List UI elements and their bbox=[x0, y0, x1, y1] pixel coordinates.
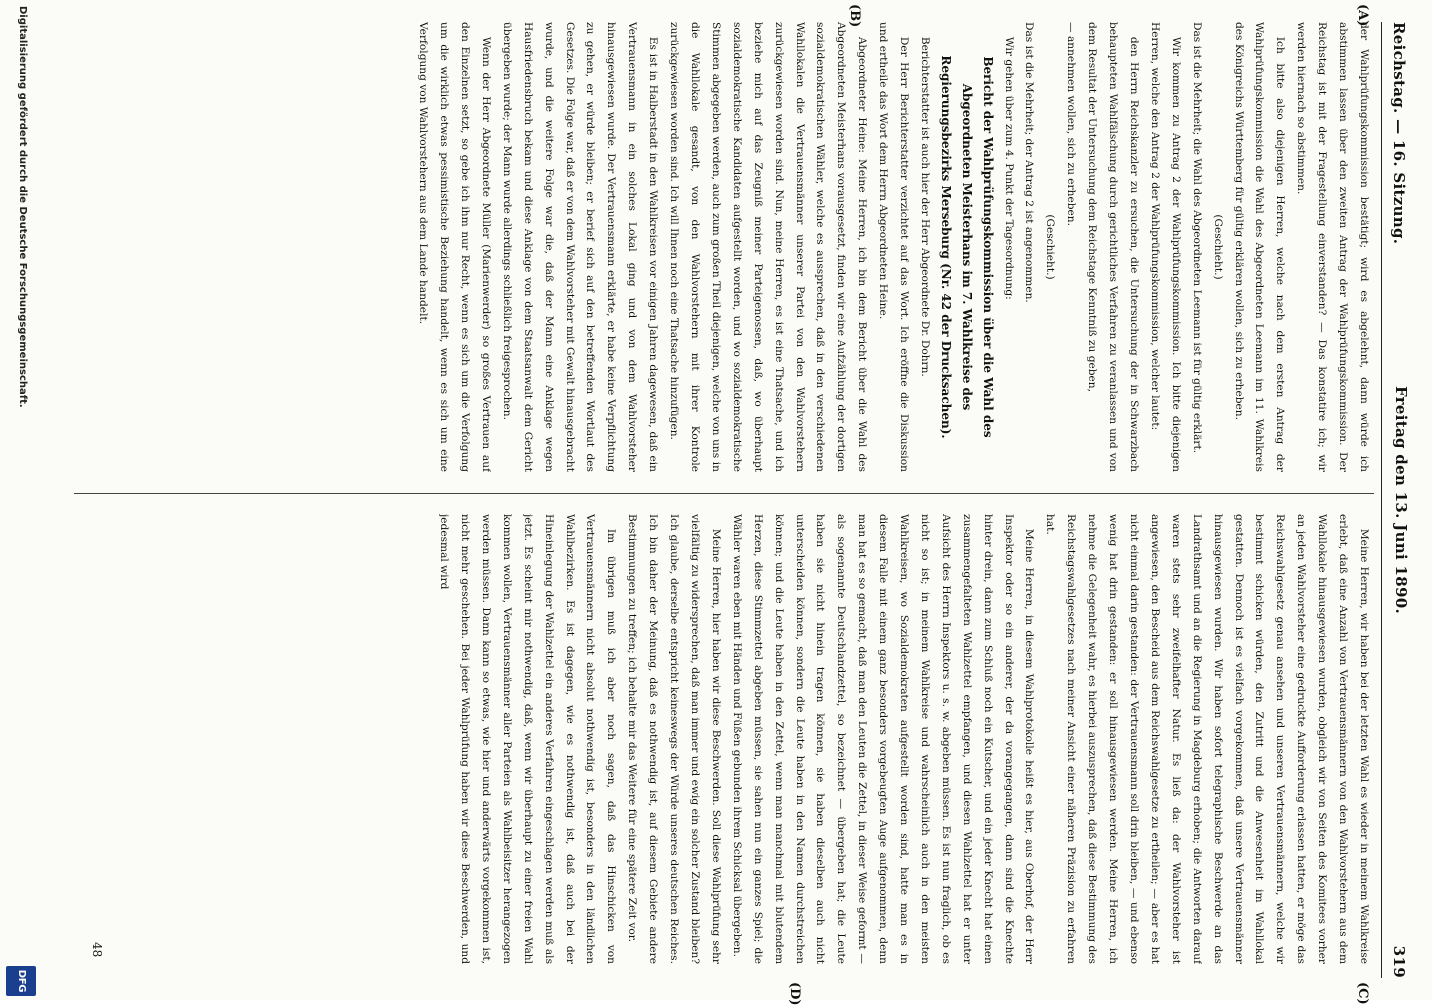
paragraph: Das ist die Mehrheit; der Antrag 2 ist angenommen. bbox=[1023, 22, 1036, 303]
header-title: Reichstag. — 16. Sitzung. bbox=[1390, 22, 1408, 245]
paragraph: Wir kommen zu Antrag 2 der Wahlprüfungskommission. Ich bitte diejenigen Herren, welche den Antrag 2 der Wahlprüfungskommission, welcher lautet: bbox=[1148, 22, 1182, 472]
column-divider bbox=[74, 493, 1374, 494]
section-heading: Bericht der Wahlprüfungskommission über die Wahl des Abgeordneten Meisterhans im 7. Wahlkreise des Regierungsbezirks Merseburg (Nr. 42 der Drucksachen). bbox=[938, 55, 995, 439]
paragraph: den Herrn Reichskanzler zu ersuchen, die Untersuchung der in Schwarzbach behaupteten Wahlfälschung durch gerichtliches Verfahren zu veranlassen und von dem Resultat der Untersuchung dem Reichstage Kenntniß zu geben, bbox=[1086, 22, 1141, 472]
paragraph: Ich bitte also diejenigen Herren, welche nach dem ersten Antrag der Wahlprüfungskommission die Wahl des Abgeordneten Leemann im 11. Wahlkreis des Königreichs Württemberg für gültig erklären wollen, sich zu erheben. bbox=[1232, 22, 1287, 472]
dfg-logo-text: DFG bbox=[16, 969, 27, 993]
sheet-number: 48 bbox=[90, 942, 104, 958]
paragraph: Berichterstatter ist auch hier der Herr Abgeordnete Dr. Dohrn. bbox=[918, 36, 931, 377]
paragraph: Der Herr Berichterstatter verzichtet auf das Wort. Ich eröffne die Diskussion und ertheile das Wort dem Herrn Abgeordneten Heine. bbox=[877, 22, 911, 472]
header-date: Freitag den 13. Juni 1890. bbox=[1392, 386, 1410, 614]
margin-marker-c: (C) bbox=[1355, 982, 1370, 1005]
paragraph: der Wahlprüfungskommission bestätigt; wird es abgelehnt, dann würde ich abstimmen lassen über den zweiten Antrag der Wahlprüfungskommission. Der Reichstag ist mit der Fragestellung einverstanden? — Das konstatire ich; wir werden hiernach so abstimmen. bbox=[1295, 22, 1370, 472]
dfg-logo bbox=[6, 966, 36, 996]
paragraph: Abgeordneter Heine: Meine Herren, ich bin dem Bericht über die Wahl des Abgeordneten Meisterhans vorausgesetzt, finden wir eine Aufzählung der dortigen sozialdemokratischen Wähler, welche es aussprechen, daß in den verschiedenen Wahllokalen die Vertrauensmänner unserer Partei von den Wahlvorstehern zurückgewiesen worden sind. Nun, meine Herren, es ist eine Thatsache, und ich beziehe mich auf das Zeugniß meiner Parteigenossen, daß, wo überhaupt sozialdemokratische Kandidaten aufgestellt worden, und wo sozialdemokratische Stimmen abgegeben werden, auch zum großen Theil diejenigen, welche von uns in die Wahllokale gesandt, von den Wahlvorstehern mit ihrer Kontrole zurückgewiesen worden sind. Ich will Ihnen noch eine Thatsache hinzufügen. bbox=[668, 22, 869, 472]
margin-marker-a: (A) bbox=[1355, 4, 1370, 27]
header-page-number: 319 bbox=[1390, 945, 1408, 978]
paragraph: Es ist in Halberstadt in den Wahlkreisen vor einigen Jahren dagewesen, daß ein Vertrauensmann in ein solches Lokal ging und von dem Wahlvorsteher hinausgewiesen wurde. Der Vertrauensmann erklärte, er habe keine Verpflichtung zu gehen, er würde bleiben; er berief sich auf den betreffenden Wortlaut des Gesetzes. Die Folge war, daß er von dem Wahlvorsteher mit Gewalt hinausgebracht wurde, und die weitere Folge war die, daß der Mann eine Anklage wegen Hausfriedensbruch bekam und diese Anklage von dem Staatsanwalt dem Gericht übergeben wurde; der Mann wurde allerdings schließlich freigesprochen. bbox=[500, 22, 660, 472]
paragraph: Wir gehen über zum 4. Punkt der Tagesordnung: bbox=[1002, 36, 1015, 300]
stage-direction: (Geschieht.) bbox=[1044, 214, 1057, 280]
margin-marker-b: (B) bbox=[847, 4, 862, 28]
footer-credit: Digitalisierung gefördert durch die Deutsche Forschungsgemeinschaft. bbox=[17, 6, 28, 408]
paragraph: Meine Herren, in diesem Wahlprotokolle heißt es hier, aus Oberhof, der Herr Inspektor oder so ein anderer, der da vorangegangen, dann sind die Knechte hinter drein, dann zum Schluß noch ein Kutscher, und ein jeder Knecht hat einen zusammengefalteten Wahlzettel empfangen, und diesen Wahlzettel hat er unter Aufsicht des Herrn Inspektors u. s. w. abgeben müssen. Es ist nun fraglich, ob es nicht so ist; in meinem Wahlkreise und wahrscheinlich auch in den meisten Wahlkreisen, wo Sozialdemokraten aufgestellt worden sind, hatte man es in diesem Falle mit einem ganz besonders vorgebeugten Auge aufgenommen, denn man hat es so gemacht, daß man den Leuten die Zettel, in dieser Weise geformt — als sogenannte Deutschlandzettel, so bezeichnet — übergeben hat; die Leute haben sie nicht hinein tragen können, sie haben dieselben auch nicht unterscheiden können, sondern die Leute haben in den Namen durchstreichen können; und die Leute haben in den Zettel, wenn man manchmal mit blutendem Herzen, diese Stimmzettel abgeben müssen, sie sahen nun ein ganzes Spiel; die Wähler waren eben mit Händen und Füßen gebunden ihrem Schicksal übergeben. bbox=[730, 514, 1036, 964]
paragraph: Wenn der Herr Abgeordnete Müller (Marienwerder) so großes Vertrauen auf den Einzelnen setzt, so gebe ich ihm nur Recht, wenn es sich um die Verfolgung um die wirklich etwas pessimistische Beziehung handelt, wenn es sich um eine Verfolgung von Wahlvorstehern aus dem Lande handelt. bbox=[417, 22, 492, 472]
page-header bbox=[1381, 22, 1422, 978]
right-column bbox=[74, 514, 1374, 964]
stage-direction: (Geschieht.) bbox=[1211, 214, 1224, 280]
margin-marker-d: (D) bbox=[787, 982, 802, 1006]
paragraph: Das ist die Mehrheit; die Wahl des Abgeordneten Leemann ist für gültig erklärt. bbox=[1190, 22, 1203, 454]
paragraph: Im übrigen muß ich aber noch sagen, daß das Hinschicken von Vertrauensmännern nicht absolut nothwendig ist, besonders in den ländlichen Wahlbezirken. Es ist dagegen, wie es nothwendig ist, daß auch bei der Hineinlegung der Wahlzettel ein anderes Verfahren eingeschlagen werden muß als jetzt. Es scheint mir nothwendig, daß, wenn wir überhaupt zu einer freien Wahl kommen wollen, Vertrauensmänner aller Parteien als Wahlbeisitzer herangezogen werden müssen. Dann kann so etwas, wie hier und anderwärts vorgekommen ist, nicht mehr geschehen. Bei jeder Wahlprüfung haben wir diese Beschwerden, und jedesmal wird bbox=[438, 514, 618, 964]
digitization-footer bbox=[0, 0, 40, 1000]
paragraph: Meine Herren, hier haben wir diese Beschwerden. Soll diese Wahlprüfung sehr vielfältig zu widersprechen, daß man immer und ewig ein solcher Zustand bleiben? Ich glaube, derselbe entspricht keineswegs der Würde unseres deutschen Reiches. Ich bin daher der Meinung, daß es nothwendig ist, auf diesem Gebiete andere Bestimmungen zu treffen; ich behalte mir das Weitere für eine spätere Zeit vor. bbox=[626, 514, 722, 964]
left-column bbox=[74, 22, 1374, 472]
paragraph: Meine Herren, wir haben bei der letzten Wahl es wieder in meinem Wahlkreise erlebt, daß eine Anzahl von Vertrauensmännern von den Wahlvorstehern aus dem Wahllokale hinausgewiesen wurden, obgleich wir von Seiten des Komitees vorher an jeden Wahlvorsteher eine gedruckte Aufforderung erlassen hatten, er möge das Reichswahlgesetz genau ansehen und unseren Vertrauensmännern, welche wir bestimmt schicken würden, den Zutritt und die Anwesenheit im Wahllokal gestatten. Dennoch ist es vielfach vorgekommen, daß unsere Vertrauensmänner hinausgewiesen wurden. Wir haben sofort telegraphische Beschwerde an das Landrathsamt und an die Regierung in Magdeburg erhoben; die Antworten darauf waren stets sehr zweifelhafter Natur. Es ließ da: der Wahlvorsteher ist angewiesen, den Bescheid aus dem Reichswahlgesetze zu ertheilen; — aber es hat nicht einmal darin gestanden: der Vertrauensmann soll drin bleiben, — und ebenso wenig hat drin gestanden: er soll hinausgewiesen werden. Meine Herren, ich nehme die Gelegenheit wahr, es hierbei auszusprechen, daß diese Bestimmung des Reichstagswahlgesetzes nach meiner Ansicht einer näheren Präzision zu erfahren hat. bbox=[1044, 514, 1370, 964]
page-sheet bbox=[57, 4, 1422, 1006]
paragraph: — annehmen wollen, sich zu erheben. bbox=[1065, 22, 1078, 226]
